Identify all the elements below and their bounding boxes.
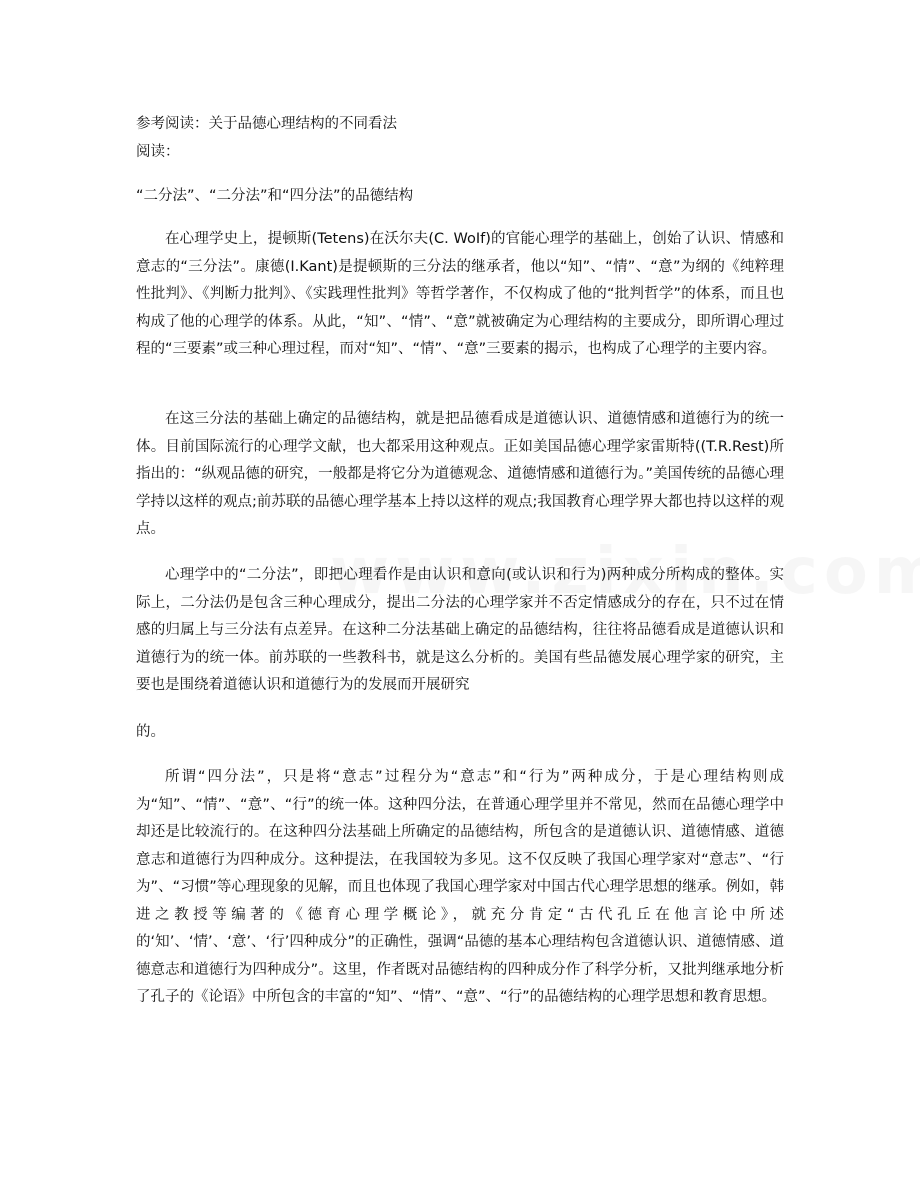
reading-header: 参考阅读：关于品德心理结构的不同看法: [136, 116, 397, 132]
paragraph-four-division: 所谓“四分法”，只是将“意志”过程分为“意志”和“行为”两种成分，于是心理结构则成为“知”、“情”、“意”、“行”的统一体。这种四分法，在普通心理学里并不常见，然而在品德心理学中却还是比较流行的。在这种四分法基础上所确定的品德结构，所包含的是道德认识、道德情感、道德意志和道德行为四种成分。这种提法，在我国较为多见。这不仅反映了我国心理学家对“意志”、“行为”、“习惯”等心理现象的见解，而且也体现了我国心理学家对中国古代心理学思想的继承。例如，韩进之教授等编著的《德育心理学概论》，就充分肯定“古代孔丘在他言论中所述的‘知’、‘情’、‘意’、‘行’四种成分”的正确性，强调“品德的基本心理结构包含道德认识、道德情感、道德意志和道德行为四种成分”。这里，作者既对品德结构的四种成分作了科学分析，又批判继承地分析了孔子的《论语》中所包含的丰富的“知”、“情”、“意”、“行”的品德结构的心理学思想和教育思想。: [136, 769, 784, 1005]
paragraph-morality-structure: 在这三分法的基础上确定的品德结构，就是把品德看成是道德认识、道德情感和道德行为的统一体。目前国际流行的心理学文献，也大都采用这种观点。正如美国品德心理学家雷斯特((T.R.Rest)所指出的：“纵观品德的研究，一般都是将它分为道德观念、道德情感和道德行为。”美国传统的品德心理学持以这样的观点;前苏联的品德心理学基本上持以这样的观点;我国教育心理学界大都也持以这样的观点。: [136, 411, 784, 537]
reading-label: 阅读：: [136, 144, 180, 160]
section-title: “二分法”、“二分法”和“四分法”的品德结构: [136, 188, 414, 204]
paragraph-two-division-tail: 的。: [136, 724, 165, 740]
paragraph-three-division: 在心理学史上，提顿斯(Tetens)在沃尔夫(C. WoIf)的官能心理学的基础上，创始了认识、情感和意志的“三分法”。康德(I.Kant)是提顿斯的三分法的继承者，他以“知”、“情”、“意”为纲的《纯粹理性批判》、《判断力批判》、《实践理性批判》等哲学著作，不仅构成了他的“批判哲学”的体系，而且也构成了他的心理学的体系。从此，“知”、“情”、“意”就被确定为心理结构的主要成分，即所谓心理过程的“三要素”或三种心理过程，而对“知”、“情”、“意”三要素的揭示，也构成了心理学的主要内容。: [136, 231, 784, 357]
paragraph-two-division: 心理学中的“二分法”，即把心理看作是由认识和意向(或认识和行为)两种成分所构成的整体。实际上，二分法仍是包含三种心理成分，提出二分法的心理学家并不否定情感成分的存在，只不过在情感的归属上与三分法有点差异。在这种二分法基础上确定的品德结构，往往将品德看成是道德认识和道德行为的统一体。前苏联的一些教科书，就是这么分析的。美国有些品德发展心理学家的研究，主要也是围绕着道德认识和道德行为的发展而开展研究: [136, 567, 784, 693]
